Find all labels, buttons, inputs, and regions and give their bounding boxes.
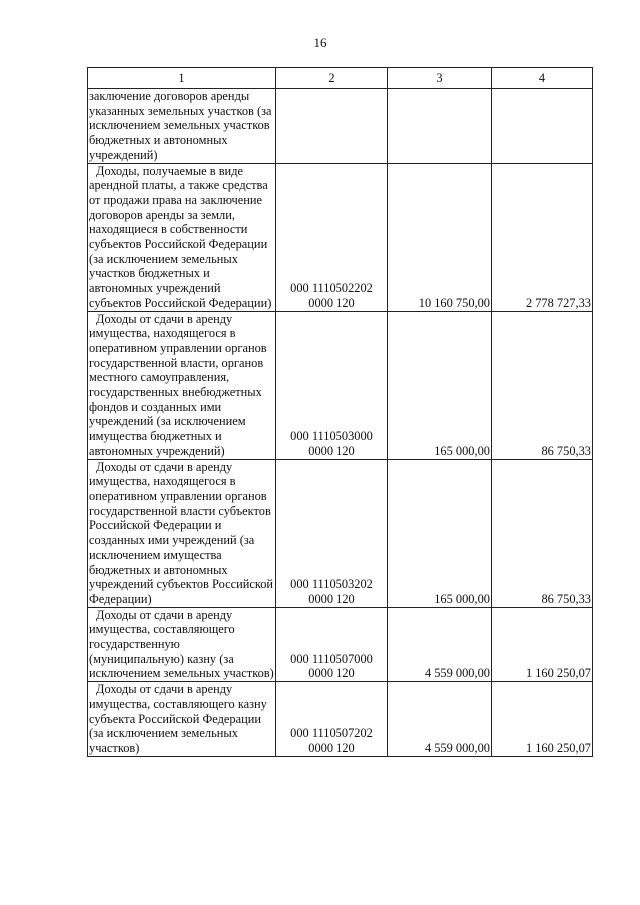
row-name-cell — [88, 459, 276, 607]
row-plan-value: 165 000,00 — [388, 311, 492, 459]
row-code-cell — [276, 89, 388, 164]
row-name: заключение договоров аренды указанных земельных участков (за исключением земельных участков бюджетных и автономных учреждений) — [89, 89, 272, 162]
row-code-cell — [276, 163, 388, 311]
row-code-line2: 0000 120 — [308, 295, 355, 310]
row-plan-value — [388, 89, 492, 164]
row-name-cell — [88, 163, 276, 311]
row-code-line2: 0000 120 — [308, 443, 355, 458]
table-row — [88, 311, 593, 459]
row-name-cell — [88, 607, 276, 682]
row-code-line2: 0000 120 — [308, 666, 355, 681]
table-row — [88, 607, 593, 682]
row-name: Доходы от сдачи в аренду имущества, составляющего государственную (муниципальную) казну (за исключением земельных участков) — [89, 607, 274, 681]
row-fact-value: 86 750,33 — [492, 459, 593, 607]
row-fact-value: 86 750,33 — [492, 311, 593, 459]
table-header-row — [88, 68, 593, 89]
row-fact-value: 2 778 727,33 — [492, 163, 593, 311]
row-plan-value: 165 000,00 — [388, 459, 492, 607]
page-number: 16 — [313, 35, 327, 50]
row-code-line1: 000 1110503000 — [290, 429, 373, 444]
table-row — [88, 682, 593, 757]
row-code-line1: 000 1110507202 — [290, 726, 373, 741]
column-header-3: 3 — [388, 68, 492, 89]
row-code-line1: 000 1110507000 — [290, 651, 373, 666]
row-name-cell — [88, 682, 276, 757]
row-code-cell — [276, 607, 388, 682]
row-code-line2: 0000 120 — [308, 591, 355, 606]
row-code-cell — [276, 311, 388, 459]
row-fact-value: 1 160 250,07 — [492, 607, 593, 682]
table-row — [88, 163, 593, 311]
row-name-cell — [88, 311, 276, 459]
row-fact-value: 1 160 250,07 — [492, 682, 593, 757]
row-code-line1: 000 1110502202 — [290, 281, 373, 296]
row-code-line2: 0000 120 — [308, 740, 355, 755]
row-name: Доходы от сдачи в аренду имущества, составляющего казну субъекта Российской Федерации (за исключением земельных участков) — [89, 682, 267, 755]
row-plan-value: 4 559 000,00 — [388, 682, 492, 757]
row-fact-value — [492, 89, 593, 164]
row-code-line1: 000 1110503202 — [290, 577, 373, 592]
row-plan-value: 4 559 000,00 — [388, 607, 492, 682]
row-code-cell — [276, 459, 388, 607]
revenue-table — [87, 67, 593, 757]
column-header-4: 4 — [492, 68, 593, 89]
table-row — [88, 459, 593, 607]
row-code-cell — [276, 682, 388, 757]
column-header-2: 2 — [276, 68, 388, 89]
row-name: Доходы от сдачи в аренду имущества, находящегося в оперативном управлении органов государственной власти субъектов Российской Федерации и созданных ими учреждений (за исключением имущества бюджетных и автономных учреждений субъектов Российской Федерации) — [89, 459, 274, 606]
row-name-cell — [88, 89, 276, 164]
table-row — [88, 89, 593, 164]
row-plan-value: 10 160 750,00 — [388, 163, 492, 311]
row-name: Доходы от сдачи в аренду имущества, находящегося в оперативном управлении органов государственной власти, органов местного самоуправления, государственных внебюджетных фондов и созданных ими учреждений (за исключением имущества бюджетных и автономных учреждений) — [89, 311, 267, 458]
column-header-1: 1 — [88, 68, 276, 89]
row-name: Доходы, получаемые в виде арендной платы, а также средства от продажи права на заключение договоров аренды за земли, находящиеся в собственности субъектов Российской Федерации (за исключением земельных участков бюджетных и автономных учреждений субъектов Российской Федерации) — [89, 163, 272, 310]
